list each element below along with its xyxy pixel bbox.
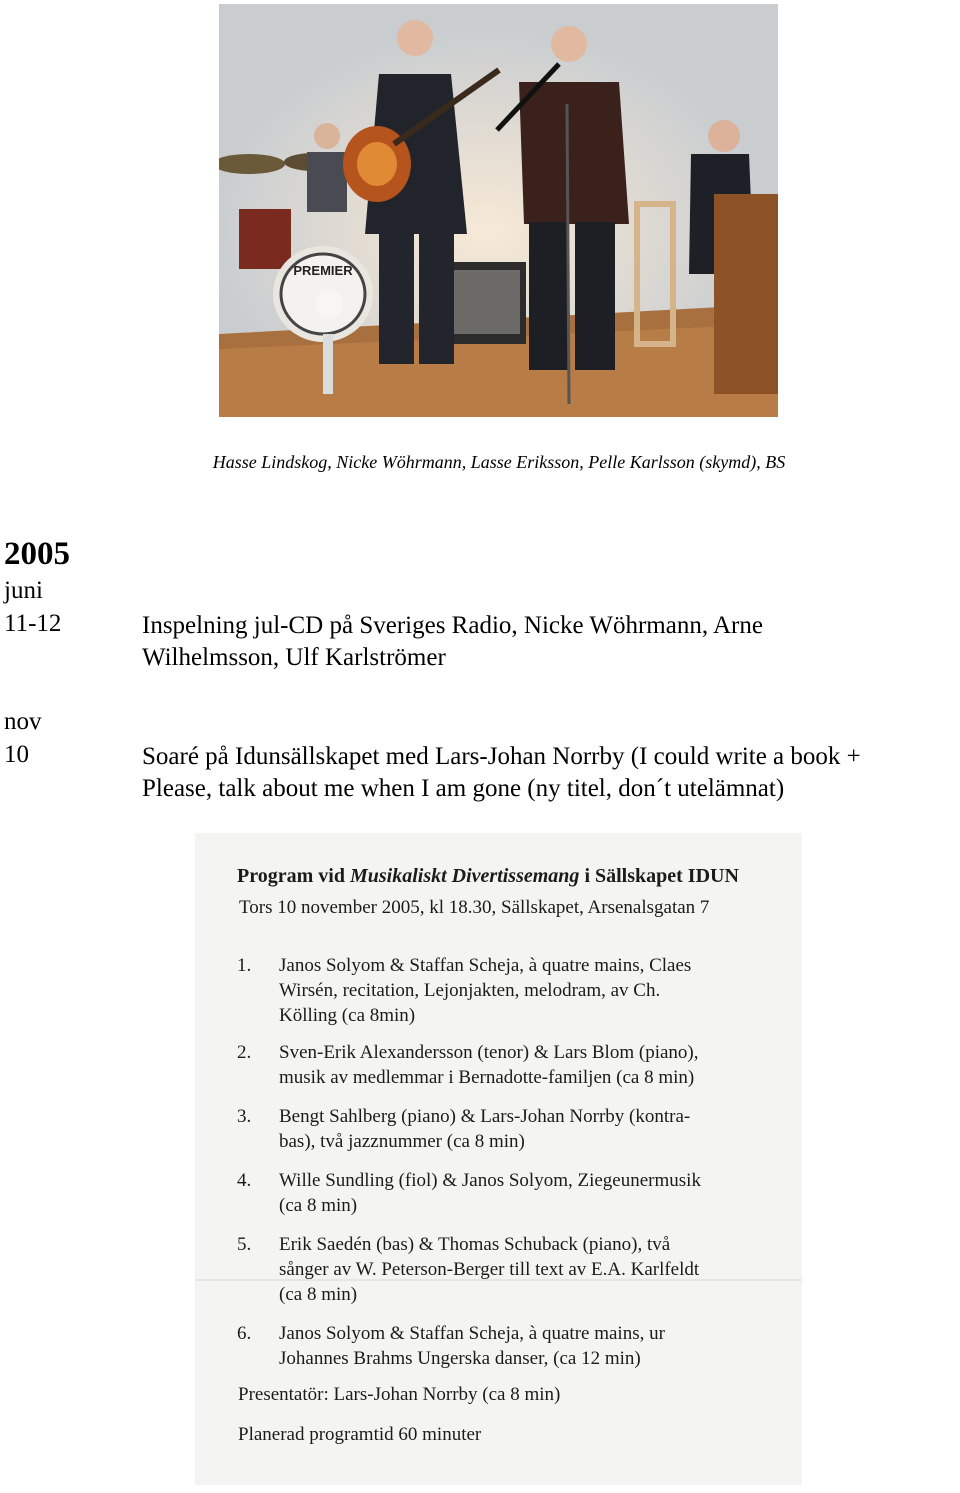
item-line: Bengt Sahlberg (piano) & Lars-Johan Norrby (kontra- [279,1106,691,1127]
drum-logo: PREMIER [293,263,353,278]
item-line: Kölling (ca 8min) [279,1005,416,1026]
program-duration: Planerad programtid 60 minuter [238,1424,482,1445]
month-label: juni [4,577,43,604]
item-line: Janos Solyom & Staffan Scheja, à quatre mains, Claes [279,955,692,976]
photo-caption: Hasse Lindskog, Nicke Wöhrmann, Lasse Eriksson, Pelle Karlsson (skymd), BS [212,452,786,472]
item-line: (ca 8 min) [279,1195,358,1216]
item-line: sånger av W. Peterson-Berger till text av E.A. Karlfeldt [279,1259,700,1280]
year-heading: 2005 [4,536,70,572]
entry-line: Soaré på Idunsällskapet med Lars-Johan Norrby (I could write a book + [142,743,861,770]
program-title: Program vid Musikaliskt Divertissemang i Sällskapet IDUN [237,865,739,887]
item-line: Erik Saedén (bas) & Thomas Schuback (piano), två [279,1234,671,1255]
program-subtitle: Tors 10 november 2005, kl 18.30, Sällskapet, Arsenalsgatan 7 [239,897,710,918]
band-photo [219,4,778,417]
item-number: 3. [237,1106,252,1127]
item-line: Janos Solyom & Staffan Scheja, à quatre mains, ur [279,1323,665,1344]
item-line: Wille Sundling (fiol) & Janos Solyom, Ziegeunermusik [279,1170,701,1191]
program-presenter: Presentatör: Lars-Johan Norrby (ca 8 min) [238,1384,561,1405]
chronicle-entry [142,610,960,674]
chronicle-entry [142,741,958,805]
item-line: bas), två jazznummer (ca 8 min) [279,1131,525,1152]
item-line: Johannes Brahms Ungerska danser, (ca 12 min) [279,1348,641,1369]
item-line: Sven-Erik Alexandersson (tenor) & Lars Blom (piano), [279,1042,699,1063]
month-label: nov [4,708,42,735]
date-label: 10 [4,741,29,768]
program-scan [195,833,802,1485]
item-number: 1. [237,955,252,976]
entry-line: Inspelning jul-CD på Sveriges Radio, Nicke Wöhrmann, Arne [142,612,763,639]
entry-line: Please, talk about me when I am gone (ny titel, don´t utelämnat) [142,775,785,802]
entry-line: Wilhelmsson, Ulf Karlströmer [142,644,446,671]
item-number: 2. [237,1042,252,1063]
date-label: 11-12 [4,610,62,637]
item-line: musik av medlemmar i Bernadotte-familjen (ca 8 min) [279,1067,695,1088]
item-number: 6. [237,1323,252,1344]
item-number: 5. [237,1234,252,1255]
item-line: (ca 8 min) [279,1284,358,1305]
item-line: Wirsén, recitation, Lejonjakten, melodram, av Ch. [279,980,661,1001]
item-number: 4. [237,1170,252,1191]
